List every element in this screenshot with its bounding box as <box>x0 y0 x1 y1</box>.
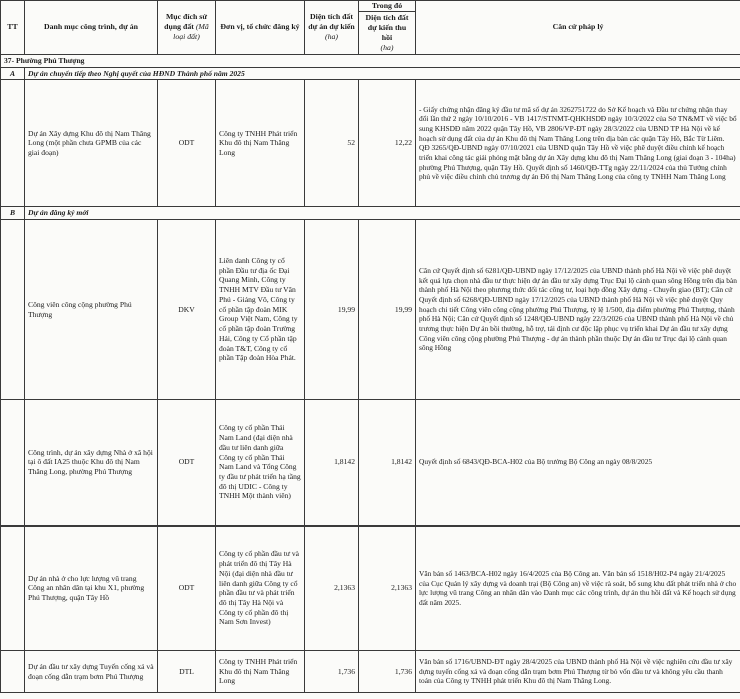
section-b-row <box>1 207 740 220</box>
table-row <box>1 400 740 526</box>
area-cell: 1,736 <box>305 651 359 693</box>
header-area: Diện tích đất dự án dự kiến (ha) <box>305 1 359 55</box>
area-cell: 1,8142 <box>305 400 359 526</box>
table-row <box>1 651 740 693</box>
area-cell: 52 <box>305 80 359 207</box>
header-land-purpose: Mục đích sử dụng đất (Mã loại đất) <box>158 1 216 55</box>
land-purpose-cell: DKV <box>158 220 216 400</box>
legal-basis-cell: - Giấy chứng nhận đăng ký đầu tư mã số dự án 3262751722 do Sở Kế hoạch và Đầu tư chứng nhận thay đổi lần thứ 2 ngày 10/10/2016 - VB 1417/STNMT-QHKHSDĐ ngày 10/3/2022 của Sở TN&MT về việc bổ sung KHSDĐ năm 2022 quận Tây Hồ, VB 2806/VP-ĐT ngày 28/3/2022 của UBND TP Hà Nội về kế hoạch sử dụng đất của dự án Khu đô thị Nam Thăng Long trên địa bàn các quận Tây Hồ, Bắc Từ Liêm. QĐ 3265/QĐ-UBND ngày 07/10/2021 của UBND quận Tây Hồ về việc phê duyệt điều chỉnh kế hoạch triển khai công tác giải phóng mặt bằng dự án Xây dựng khu đô thị Nam Thăng Long (giai đoạn 3 - 104ha) phường Phú Thượng, quận Tây Hồ. Quyết định số 1460/QĐ-TTg ngày 22/11/2024 của thủ Tướng chính phủ về việc điều chỉnh chủ trương dự án Đô thị Nam Thăng Long của công ty TNHH Nam Thăng Long <box>416 80 740 207</box>
land-purpose-cell: DTL <box>158 651 216 693</box>
registrant-cell: Liên danh Công ty cổ phần Đầu tư địa ốc Đại Quang Minh, Công ty TNHH MTV Đầu tư Văn Phú - Giảng Võ, Công ty cổ phần tập đoàn MIK Group Việt Nam, Công ty cổ phần tập đoàn Trường Hải, Công ty Cổ phần tập đoàn T&T, Công ty cổ phần Tập đoàn Hòa Phát. <box>216 220 305 400</box>
recovery-area-cell: 1,8142 <box>359 400 416 526</box>
land-purpose-cell: ODT <box>158 526 216 651</box>
section-b-title: Dự án đăng ký mới <box>25 207 740 220</box>
header-row <box>1 1 740 55</box>
table-row <box>1 526 740 651</box>
header-project-name: Danh mục công trình, dự án <box>25 1 158 55</box>
table-row <box>1 220 740 400</box>
project-name-cell: Công viên công cộng phường Phú Thượng <box>25 220 158 400</box>
recovery-area-cell: 19,99 <box>359 220 416 400</box>
registrant-cell: Công ty cổ phần đầu tư và phát triển đô thị Tây Hà Nội (đại diện nhà đầu tư liên danh giữa Công ty cổ phần đầu tư và phát triển đô thị Tây Hà Nội và Công ty cổ phần đô thị Nam Sơn Invest) <box>216 526 305 651</box>
header-registrant: Đơn vị, tổ chức đăng ký <box>216 1 305 55</box>
recovery-area-cell: 1,736 <box>359 651 416 693</box>
land-purpose-cell: ODT <box>158 400 216 526</box>
table-row <box>1 80 740 207</box>
header-legal-basis: Căn cứ pháp lý <box>416 1 740 55</box>
legal-basis-cell: Văn bản số 1716/UBND-ĐT ngày 28/4/2025 của UBND thành phố Hà Nội về việc nghiên cứu đầu tư xây dựng tuyến cống xả và đoạn cống dẫn trạm bơm Phú Thượng từ bỏ vốn đầu tư và không yêu cầu thanh toán của Công ty TNHH phát triển Khu đô thị Nam Thăng Long. <box>416 651 740 693</box>
registrant-cell: Công ty TNHH Phát triển Khu đô thị Nam Thăng Long <box>216 651 305 693</box>
legal-basis-cell: Căn cứ Quyết định số 6281/QĐ-UBND ngày 17/12/2025 của UBND thành phố Hà Nội về việc phê duyệt kết quả lựa chọn nhà đầu tư thực hiện dự án đầu tư xây dựng Trục Đại lộ cảnh quan sông Hồng trên địa bàn thành phố Hà Nội theo phương thức đối tác công tư, loại hợp đồng Xây dựng - Chuyển giao (BT); Căn cứ Quyết định số 6268/QĐ-UBND ngày 17/12/2025 của UBND thành phố Hà Nội về việc phê duyệt Quy hoạch chi tiết Công viên công cộng phường Phú Thượng, tỷ lệ 1/500, địa điểm phường Phú Thượng, thành phố Hà Nội; Căn cứ Quyết định số 1248/QĐ-UBND ngày 22/3/2026 của UBND thành phố Hà Nội về chủ trương thực hiện Dự án bồi thường, hỗ trợ, tái định cư độc lập phục vụ triển khai Dự án đầu tư xây dựng Công viên công cộng phường Phú Thượng - dự án thành phần thuộc Dự án đầu tư Trục đại lộ cảnh quan sông Hồng <box>416 220 740 400</box>
land-purpose-cell: ODT <box>158 80 216 207</box>
header-recovery-area: Trong đó Diện tích đất dự kiến thu hồi (ha) <box>359 1 416 55</box>
area-cell: 19,99 <box>305 220 359 400</box>
legal-basis-cell: Văn bản số 1463/BCA-H02 ngày 16/4/2025 của Bộ Công an. Văn bản số 1518/H02-P4 ngày 21/4/2025 của Cục Quản lý xây dựng và doanh trại (Bộ Công an) về việc rà soát, bổ sung khu đất phát triển nhà ở cho lực lượng vũ trang Công an nhân dân vào Danh mục các công trình, dự án thu hồi đất và Kế hoạch sử dụng đất năm 2025. <box>416 526 740 651</box>
legal-basis-cell: Quyết định số 6843/QĐ-BCA-H02 của Bộ trưởng Bộ Công an ngày 08/8/2025 <box>416 400 740 526</box>
header-stt: TT <box>1 1 25 55</box>
registrant-cell: Công ty cổ phần Thái Nam Land (đại diện nhà đầu tư liên danh giữa Công ty cổ phần Thái Nam Land và Tổng Công ty đầu tư phát triển hạ tầng đô thị UDIC - Công ty TNHH Một thành viên) <box>216 400 305 526</box>
section-b-letter: B <box>1 207 25 220</box>
recovery-area-cell: 12,22 <box>359 80 416 207</box>
section-a-row <box>1 67 740 80</box>
area-cell: 2,1363 <box>305 526 359 651</box>
section-a-title: Dự án chuyển tiếp theo Nghị quyết của HĐND Thành phố năm 2025 <box>25 67 740 80</box>
ward-row <box>1 54 740 67</box>
section-a-letter: A <box>1 67 25 80</box>
registrant-cell: Công ty TNHH Phát triển Khu đô thị Nam Thăng Long <box>216 80 305 207</box>
recovery-area-cell: 2,1363 <box>359 526 416 651</box>
project-name-cell: Công trình, dự án xây dựng Nhà ở xã hội tại ô đất IA25 thuộc Khu đô thị Nam Thăng Long, phường Phú Thượng <box>25 400 158 526</box>
project-name-cell: Dự án nhà ở cho lực lượng vũ trang Công an nhân dân tại khu X1, phường Phú Thượng, quận Tây Hồ <box>25 526 158 651</box>
project-name-cell: Dự án đầu tư xây dựng Tuyến cống xả và đoạn cống dẫn trạm bơm Phú Thượng <box>25 651 158 693</box>
ward-title: 37- Phường Phú Thượng <box>1 54 740 67</box>
project-name-cell: Dự án Xây dựng Khu đô thị Nam Thăng Long (một phần chưa GPMB của các giai đoạn) <box>25 80 158 207</box>
